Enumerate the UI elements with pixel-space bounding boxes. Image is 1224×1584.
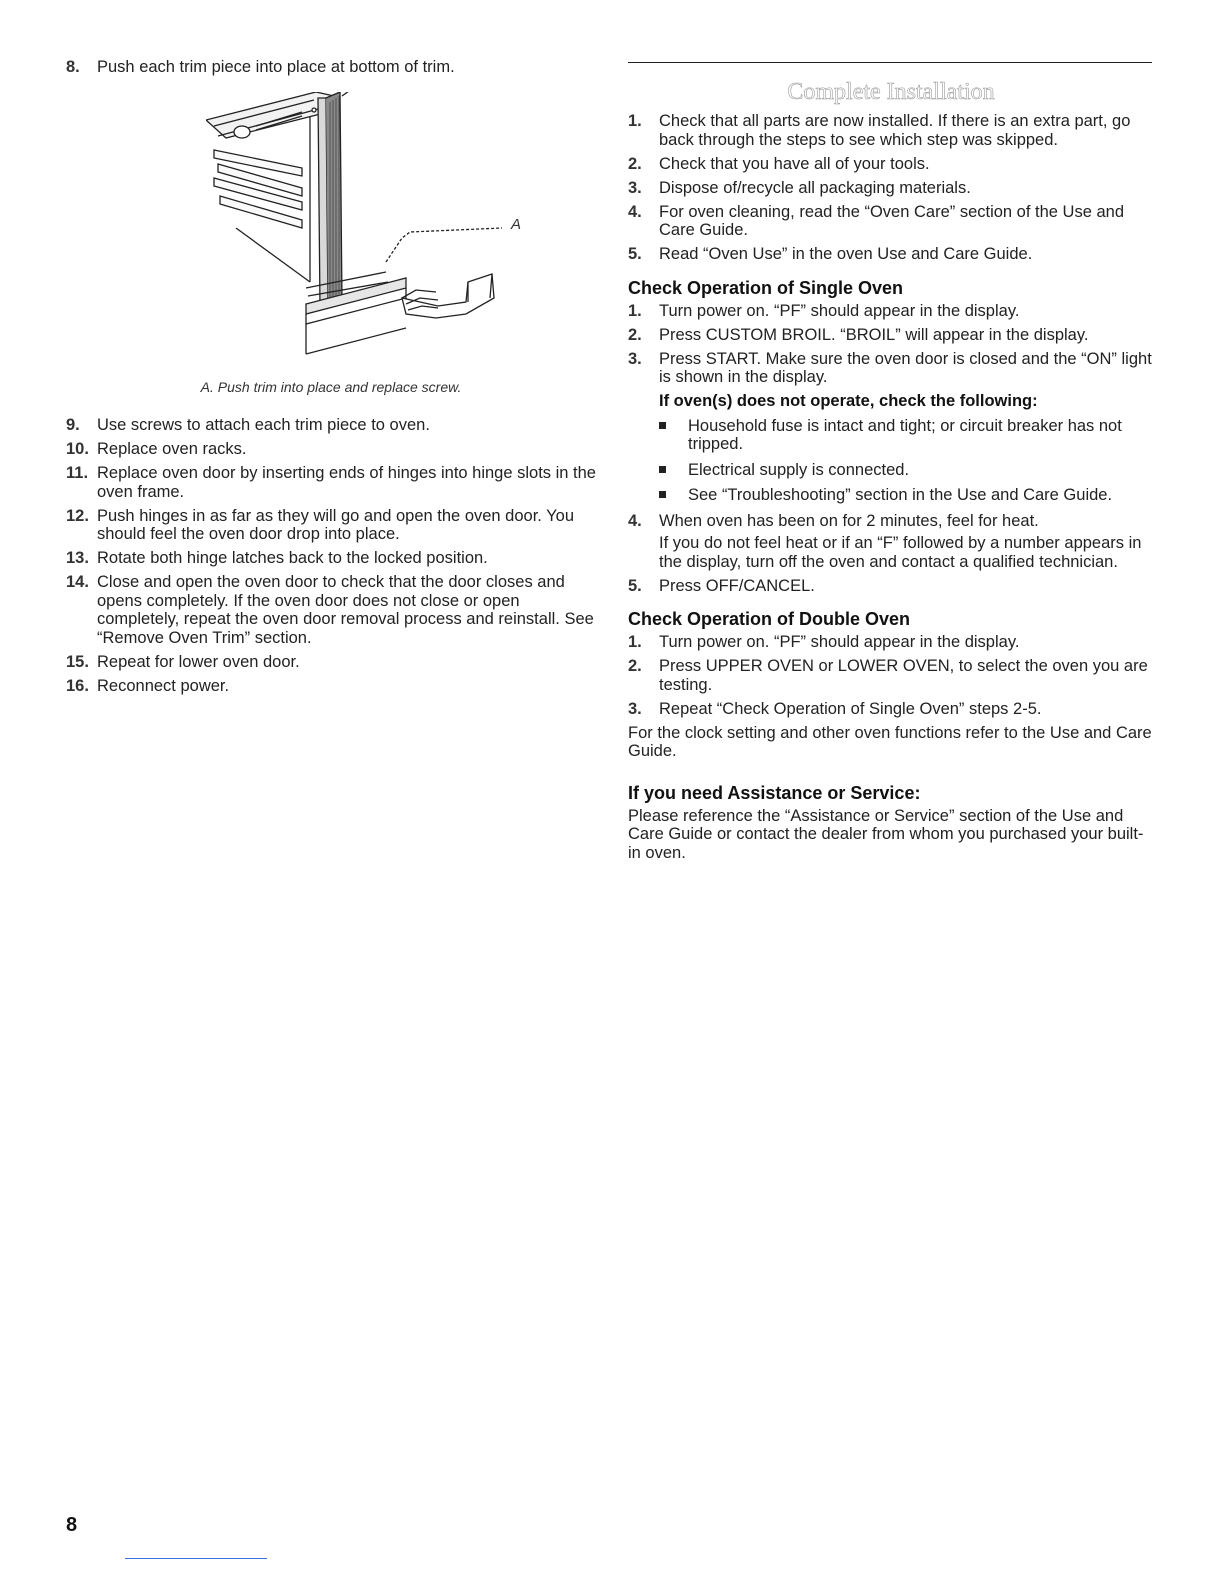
step-text: Push each trim piece into place at bottom of trim.	[97, 58, 455, 76]
list-item	[628, 245, 1154, 264]
list-item	[66, 677, 596, 696]
step-text: Read “Oven Use” in the oven Use and Care Guide.	[659, 245, 1033, 263]
list-item	[628, 633, 1154, 652]
list-item	[628, 657, 1154, 694]
step-number: 1.	[628, 112, 642, 130]
trim-installation-illustration	[206, 92, 522, 374]
list-item	[628, 350, 1154, 387]
list-item	[66, 549, 596, 568]
figure-caption: A. Push trim into place and replace screw.	[200, 379, 462, 395]
list-item	[66, 58, 596, 77]
step-text: Close and open the oven door to check that the door closes and opens completely. If the oven door does not close or open completely, repeat the oven door removal process and reinstall. See “Remove Oven Trim” section.	[97, 573, 594, 647]
step-text: When oven has been on for 2 minutes, feel for heat.	[659, 511, 1039, 530]
list-item	[66, 416, 596, 435]
step-number: 14.	[66, 573, 89, 591]
list-item	[66, 653, 596, 672]
single-oven-heading: Check Operation of Single Oven	[628, 277, 904, 298]
list-item	[628, 700, 1154, 719]
troubleshoot-bullets	[628, 417, 1154, 505]
step-number: 1.	[628, 301, 642, 320]
step-number: 10.	[66, 440, 89, 458]
list-item	[66, 440, 596, 459]
step-number: 13.	[66, 549, 89, 567]
step-text: Press OFF/CANCEL.	[659, 576, 815, 595]
double-oven-note: For the clock setting and other oven functions refer to the Use and Care Guide.	[628, 723, 1152, 760]
step-text: Press CUSTOM BROIL. “BROIL” will appear in the display.	[659, 325, 1089, 344]
step-number: 15.	[66, 652, 89, 671]
step-number: 3.	[628, 178, 642, 197]
list-item	[66, 573, 596, 647]
step-text: Replace oven racks.	[97, 440, 247, 458]
list-item	[628, 577, 1154, 596]
step-8	[66, 58, 596, 82]
step-number: 8.	[66, 58, 80, 76]
step-number: 5.	[628, 245, 642, 263]
square-bullet-icon	[659, 466, 666, 473]
step-text: Replace oven door by inserting ends of hinges into hinge slots in the oven frame.	[97, 464, 596, 501]
left-step-list	[66, 416, 596, 701]
bullet-text: Household fuse is intact and tight; or circuit breaker has not tripped.	[688, 416, 1122, 453]
step-number: 16.	[66, 676, 89, 695]
double-oven-steps	[628, 633, 1154, 718]
troubleshoot-subheading: If oven(s) does not operate, check the following:	[659, 392, 1038, 410]
step-number: 11.	[66, 464, 89, 482]
single-oven-steps-continued	[628, 512, 1154, 596]
step-number: 1.	[628, 633, 642, 651]
footer-line	[125, 1558, 267, 1559]
bullet-text: See “Troubleshooting” section in the Use and Care Guide.	[688, 486, 1113, 504]
bullet-item	[628, 461, 1154, 480]
list-item	[628, 203, 1154, 240]
step-number: 5.	[628, 576, 642, 595]
list-item	[628, 302, 1154, 321]
step-text: Press START. Make sure the oven door is closed and the “ON” light is shown in the display.	[659, 349, 1152, 386]
square-bullet-icon	[659, 491, 666, 498]
list-item	[66, 464, 596, 501]
step-number: 9.	[66, 416, 80, 434]
assistance-text: Please reference the “Assistance or Service” section of the Use and Care Guide or contact the dealer from whom you purchased your built-in oven.	[628, 806, 1144, 862]
step-text: Repeat “Check Operation of Single Oven” steps 2-5.	[659, 699, 1042, 718]
step-note: If you do not feel heat or if an “F” followed by a number appears in the display, turn off the oven and contact a qualified technician.	[659, 534, 1142, 571]
complete-installation-list	[628, 112, 1154, 264]
double-oven-heading: Check Operation of Double Oven	[628, 609, 911, 629]
list-item	[66, 507, 596, 544]
step-number: 4.	[628, 511, 642, 530]
bullet-item	[628, 486, 1154, 505]
bullet-item	[628, 417, 1154, 454]
assistance-heading: If you need Assistance or Service:	[628, 782, 921, 803]
page-number: 8	[66, 1514, 78, 1536]
step-text: Turn power on. “PF” should appear in the display.	[659, 633, 1020, 651]
list-item	[628, 512, 1154, 572]
step-number: 2.	[628, 325, 642, 344]
step-text: Repeat for lower oven door.	[97, 652, 300, 671]
list-item	[628, 112, 1154, 149]
section-divider	[628, 62, 1152, 63]
list-item	[628, 179, 1154, 198]
step-text: Use screws to attach each trim piece to oven.	[97, 416, 430, 434]
step-text: Push hinges in as far as they will go and open the oven door. You should feel the oven door drop into place.	[97, 506, 575, 543]
step-text: Dispose of/recycle all packaging materials.	[659, 178, 971, 197]
step-text: For oven cleaning, read the “Oven Care” section of the Use and Care Guide.	[659, 202, 1125, 239]
list-item	[628, 326, 1154, 345]
step-text: Check that you have all of your tools.	[659, 154, 930, 173]
bullet-text: Electrical supply is connected.	[688, 460, 910, 479]
step-text: Turn power on. “PF” should appear in the display.	[659, 301, 1020, 320]
step-text: Reconnect power.	[97, 676, 230, 695]
list-item	[628, 155, 1154, 174]
step-text: Press UPPER OVEN or LOWER OVEN, to select the oven you are testing.	[659, 657, 1148, 694]
step-text: Check that all parts are now installed. If there is an extra part, go back through the steps to see which step was skipped.	[659, 112, 1131, 149]
step-number: 3.	[628, 699, 642, 718]
step-number: 3.	[628, 349, 642, 368]
step-number: 2.	[628, 657, 642, 675]
square-bullet-icon	[659, 422, 666, 429]
step-number: 4.	[628, 202, 642, 221]
single-oven-steps	[628, 302, 1154, 387]
step-number: 12.	[66, 506, 89, 525]
section-title: Complete Installation	[787, 79, 995, 105]
right-body	[628, 112, 1154, 862]
step-text: Rotate both hinge latches back to the locked position.	[97, 549, 488, 567]
callout-a-label: A	[511, 216, 522, 233]
step-number: 2.	[628, 154, 642, 173]
